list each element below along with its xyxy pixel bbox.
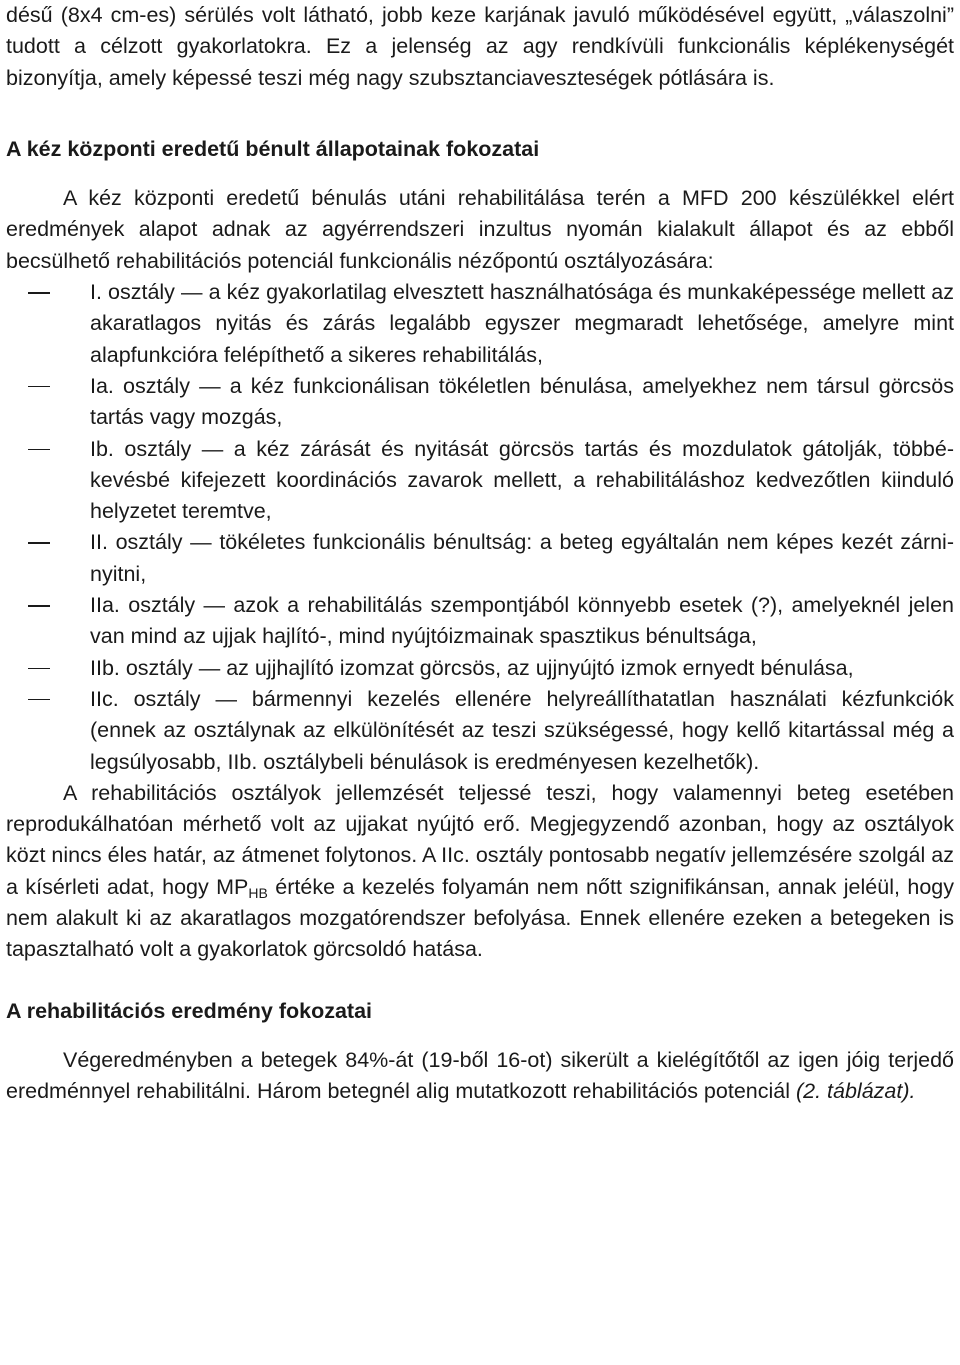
separator: — (200, 686, 252, 711)
class-description: a kéz funkcionálisan tökéletlen bénulása, amelyekhez nem társul görcsös tartás vagy mozgás, (90, 373, 955, 430)
separator: — (195, 593, 234, 618)
section2-text: Végeredményben a betegek 84%-át (19-ből 16-ot) sikerült a kielégítőtől az igen jóig terjedő eredménnyel rehabilitálni. Három betegnél alig mutatkozott rehabilitációs potenciál (6, 1047, 954, 1104)
list-item (6, 590, 954, 653)
list-item (6, 277, 954, 371)
class-label: IIc. osztály (90, 686, 201, 711)
section-heading-hand-paralysis: A kéz központi eredetű bénult állapotainak fokozatai (6, 136, 540, 161)
class-label: Ib. osztály (90, 436, 192, 461)
class-label: IIb. osztály (90, 655, 193, 680)
section-heading-rehab-result: A rehabilitációs eredmény fokozatai (6, 998, 373, 1023)
class-description: bármennyi kezelés ellenére helyreállíthatatlan használati kézfunkciók (ennek az osztálynak az elkülönítését az teszi szükségessé, hogy kellő kitartással még a legsúlyosabb, IIb. osztálybeli bénulások is eredményesen kezelhetők). (90, 686, 954, 774)
subscript-hb: HB (248, 884, 268, 901)
separator: — (191, 436, 234, 461)
intro-paragraph: désű (8x4 cm-es) sérülés volt látható, jobb keze karjának javuló működésével együtt, „válaszolni” tudott a célzott gyakorlatokra. Ez a jelenség az agy rendkívüli funkcionális képlékenységét bizonyítja, amely képessé teszi még nagy szubsztanciaveszteségek pótlására is. (6, 3, 954, 90)
class-label: Ia. osztály (90, 373, 190, 398)
dash-bullet (28, 449, 50, 451)
class-list (6, 277, 954, 778)
closing-text-part2: értéke a kezelés folyamán nem nőtt szignifikánsan, annak jeléül, hogy nem alakult ki az akaratlagos mozgatórendszer befolyása. Ennek ellenére ezeken a betegeken is tapasztalható volt a gyakorlatok görcsoldó hatása. (6, 874, 954, 962)
class-description: a kéz zárását és nyitását görcsös tartás és mozdulatok gátolják, többé-kevésbé kifejezett koordinációs zavarok mellett, a rehabilitáláshoz kedvezőtlen kiinduló helyzetet teremtve, (90, 436, 955, 524)
list-item (6, 434, 954, 528)
separator: — (189, 373, 230, 398)
section1-lead-paragraph: A kéz központi eredetű bénulás utáni rehabilitálása terén a MFD 200 készülékkel elért eredmények alapot adnak az agyérrendszeri inzultus nyomán kialakult állapot és az ebből becsülhető rehabilitációs potenciál funkcionális nézőpontú osztályozására: (6, 186, 954, 273)
section1-closing-paragraph (6, 778, 954, 966)
class-description: az ujjhajlító izomzat görcsös, az ujjnyújtó izmok ernyedt bénulása, (226, 655, 854, 680)
class-label: II. osztály (90, 530, 183, 555)
class-label: I. osztály (90, 280, 175, 305)
class-label: IIa. osztály (90, 593, 196, 618)
class-description: tökéletes funkcionális bénultság: a beteg egyáltalán nem képes kezét zárni-nyitni, (90, 530, 954, 586)
class-description: azok a rehabilitálás szempontjából könnyebb esetek (?), amelyeknél jelen van mind az ujjak hajlító-, mind nyújtóizmainak spasztikus bénultsága, (90, 593, 954, 649)
dash-bullet (28, 386, 50, 388)
dash-bullet (28, 542, 50, 544)
list-item (6, 527, 954, 590)
document-page (6, 0, 954, 1108)
dash-bullet (28, 668, 50, 670)
list-item (6, 371, 954, 434)
separator: — (174, 280, 209, 305)
dash-bullet (28, 605, 50, 607)
separator: — (182, 530, 220, 555)
closing-text-part1: A rehabilitációs osztályok jellemzését teljessé teszi, hogy valamennyi beteg esetében reprodukálhatóan mérhető volt az ujjakat nyújtó erő. Megjegyzendő azonban, hogy az osztályok közt nincs éles határ, az átmenet folytonos. A IIc. osztály pontosabb negatív jellemzésére szolgál az a kísérleti adat, hogy MP (6, 780, 954, 899)
separator: — (192, 655, 227, 680)
dash-bullet (28, 292, 50, 294)
table-reference: (2. táblázat). (795, 1079, 916, 1104)
class-description: a kéz gyakorlatilag elvesztett használhatósága és munkaképessége mellett az akaratlagos nyitás és zárás legalább egyszer megmaradt lehetősége, amelyre mint alapfunkcióra felépíthető a sikeres rehabilitálás, (90, 280, 954, 367)
list-item (6, 684, 954, 778)
dash-bullet (28, 699, 50, 701)
section2-paragraph (6, 1045, 954, 1108)
list-item (6, 653, 954, 684)
